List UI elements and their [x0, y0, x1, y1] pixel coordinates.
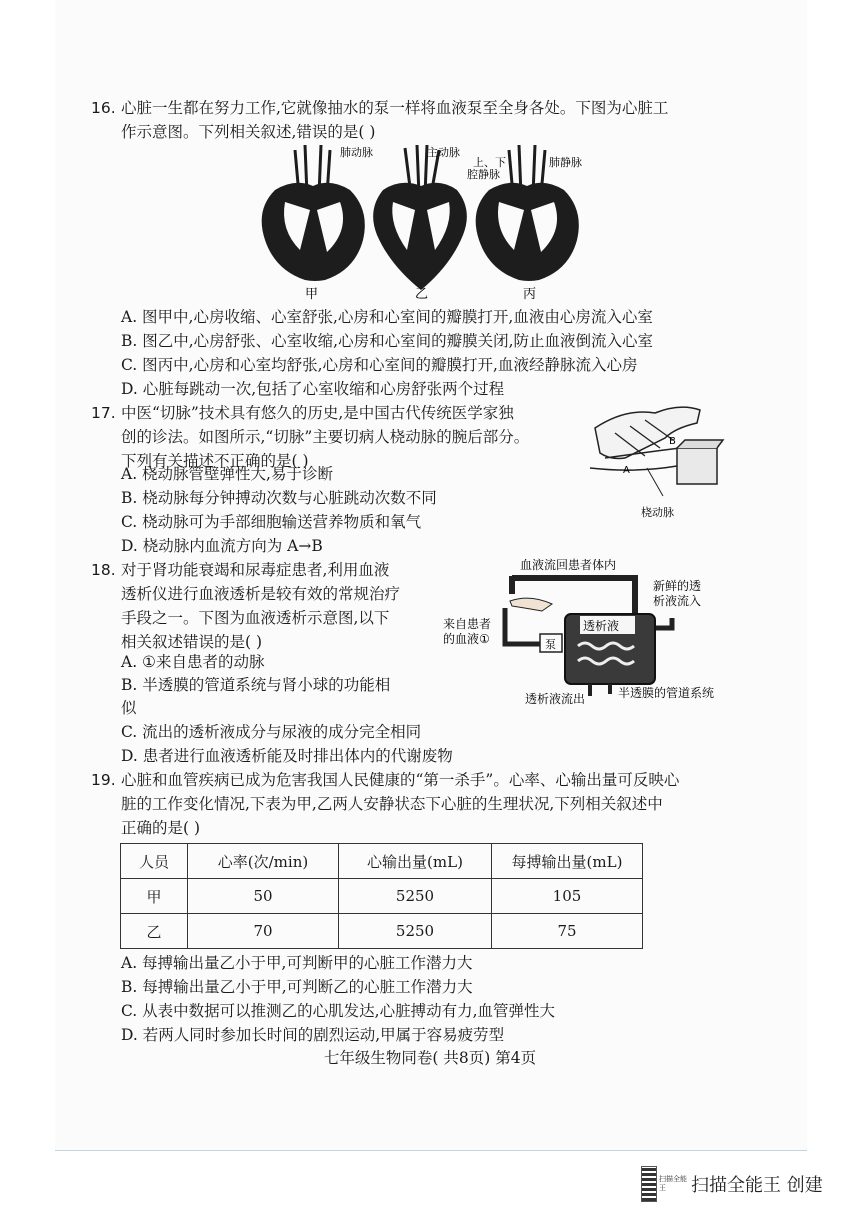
- dialysis-fresh-label-2: 析液流入: [653, 594, 702, 608]
- label-vena-cava-2: 腔静脉: [467, 168, 500, 181]
- q17-option-b: B. 桡动脉每分钟搏动次数与心脏跳动次数不同: [121, 489, 437, 507]
- pulse-caption: 桡动脉: [641, 506, 674, 519]
- table-cell: 75: [492, 914, 643, 949]
- pulse-label-b: B: [669, 436, 676, 447]
- q16-option-a: A. 图甲中,心房收缩、心室舒张,心房和心室间的瓣膜打开,血液由心房流入心室: [121, 308, 653, 326]
- q18-stem-line2: 透析仪进行血液透析是较有效的常规治疗: [121, 585, 401, 603]
- heart-jia: [262, 145, 365, 281]
- dialysis-out-label: 透析液流出: [525, 692, 586, 706]
- table-header-cell: 每搏输出量(mL): [492, 844, 643, 879]
- q19-number: 19.: [91, 771, 116, 789]
- dialysis-top-label: 血液流回患者体内: [520, 558, 617, 572]
- caption-bing: 丙: [523, 287, 537, 302]
- q17-option-d: D. 桡动脉内血流方向为 A→B: [121, 537, 323, 555]
- heart-yi: [373, 145, 467, 290]
- dialysis-fresh-label-1: 新鲜的透: [653, 579, 702, 593]
- q18-number: 18.: [91, 561, 116, 579]
- q17-number: 17.: [91, 404, 116, 422]
- dialysis-tank-label: 透析液: [583, 619, 620, 633]
- q17-stem-line3: 下列有关描述不正确的是( ): [121, 452, 309, 470]
- dialysis-from-label-2: 的血液①: [443, 632, 490, 646]
- table-cell: 乙: [121, 914, 188, 949]
- table-row: [121, 914, 643, 949]
- dialysis-from-label-1: 来自患者: [443, 617, 492, 631]
- table-header-cell: 心率(次/min): [188, 844, 339, 879]
- table-cell: 70: [188, 914, 339, 949]
- q19-option-c: C. 从表中数据可以推测乙的心肌发达,心脏搏动有力,血管弹性大: [121, 1002, 556, 1020]
- q16-option-b: B. 图乙中,心房舒张、心室收缩,心房和心室间的瓣膜关闭,防止血液倒流入心室: [121, 332, 654, 350]
- caption-jia: 甲: [305, 287, 319, 302]
- scanner-logo-text: 扫描全能王: [659, 1175, 687, 1192]
- q19-stem-line3: 正确的是( ): [121, 819, 201, 837]
- table-header-row: [121, 844, 643, 879]
- table-cell: 5250: [339, 879, 492, 914]
- page-footer: 七年级生物同卷( 共8页) 第4页: [323, 1049, 537, 1067]
- q18-stem-line1: 对于肾功能衰竭和尿毒症患者,利用血液: [121, 561, 390, 579]
- q16-option-c: C. 图丙中,心房和心室均舒张,心房和心室间的瓣膜打开,血液经静脉流入心房: [121, 356, 638, 374]
- q19-stem-line2: 脏的工作变化情况,下表为甲,乙两人安静状态下心脏的生理状况,下列相关叙述中: [121, 795, 663, 813]
- q18-option-a: A. ①来自患者的动脉: [121, 653, 265, 671]
- dialysis-pump-label: 泵: [545, 638, 556, 651]
- table-header-cell: 人员: [121, 844, 188, 879]
- q17-stem-line1: 中医“切脉”技术具有悠久的历史,是中国古代传统医学家独: [121, 404, 514, 422]
- dialysis-membrane-label: 半透膜的管道系统: [618, 686, 715, 700]
- q16-number: 16.: [91, 99, 116, 117]
- divider: [55, 1150, 807, 1151]
- pulse-label-a: A: [623, 465, 630, 476]
- q18-option-b-cont: 似: [121, 699, 137, 717]
- q18-option-d: D. 患者进行血液透析能及时排出体内的代谢废物: [121, 747, 453, 765]
- q19-stem-line1: 心脏和血管疾病已成为危害我国人民健康的“第一杀手”。心率、心输出量可反映心: [121, 771, 680, 789]
- label-aorta: 主动脉: [427, 146, 460, 159]
- label-vena-cava-1: 上、下: [473, 156, 506, 169]
- table-header-cell: 心输出量(mL): [339, 844, 492, 879]
- q18-option-c: C. 流出的透析液成分与尿液的成分完全相同: [121, 723, 422, 741]
- table-cell: 甲: [121, 879, 188, 914]
- scanner-watermark: [641, 1164, 823, 1204]
- table-cell: 5250: [339, 914, 492, 949]
- qr-code-icon: [641, 1166, 657, 1202]
- q17-option-c: C. 桡动脉可为手部细胞输送营养物质和氧气: [121, 513, 422, 531]
- q16-stem-line1: 心脏一生都在努力工作,它就像抽水的泵一样将血液泵至全身各处。下图为心脏工: [121, 99, 669, 117]
- scanner-logo-icon: [641, 1164, 687, 1204]
- q17-option-a: A. 桡动脉管壁弹性大,易于诊断: [121, 465, 333, 483]
- table-cell: 105: [492, 879, 643, 914]
- table-row: [121, 879, 643, 914]
- q18-option-b: B. 半透膜的管道系统与肾小球的功能相: [121, 676, 391, 694]
- dialysis-diagram: [440, 556, 740, 716]
- q18-stem-line4: 相关叙述错误的是( ): [121, 633, 263, 651]
- pulse-diagram: [585, 398, 725, 528]
- q19-option-d: D. 若两人同时参加长时间的剧烈运动,甲属于容易疲劳型: [121, 1026, 505, 1044]
- q18-stem-line3: 手段之一。下图为血液透析示意图,以下: [121, 609, 390, 627]
- label-pulmonary-artery: 肺动脉: [340, 146, 373, 159]
- table-cell: 50: [188, 879, 339, 914]
- q19-option-a: A. 每搏输出量乙小于甲,可判断甲的心脏工作潜力大: [121, 954, 473, 972]
- heart-diagram: [255, 140, 595, 302]
- caption-yi: 乙: [415, 287, 429, 302]
- q16-option-d: D. 心脏每跳动一次,包括了心室收缩和心房舒张两个过程: [121, 380, 505, 398]
- q19-option-b: B. 每搏输出量乙小于甲,可判断乙的心脏工作潜力大: [121, 978, 473, 996]
- label-pulmonary-vein: 肺静脉: [549, 156, 582, 169]
- heart-data-table: [120, 843, 643, 949]
- scanner-text: 扫描全能王 创建: [691, 1175, 823, 1196]
- q16-stem-line2: 作示意图。下列相关叙述,错误的是( ): [121, 123, 376, 141]
- q17-stem-line2: 创的诊法。如图所示,“切脉”主要切病人桡动脉的腕后部分。: [121, 428, 530, 446]
